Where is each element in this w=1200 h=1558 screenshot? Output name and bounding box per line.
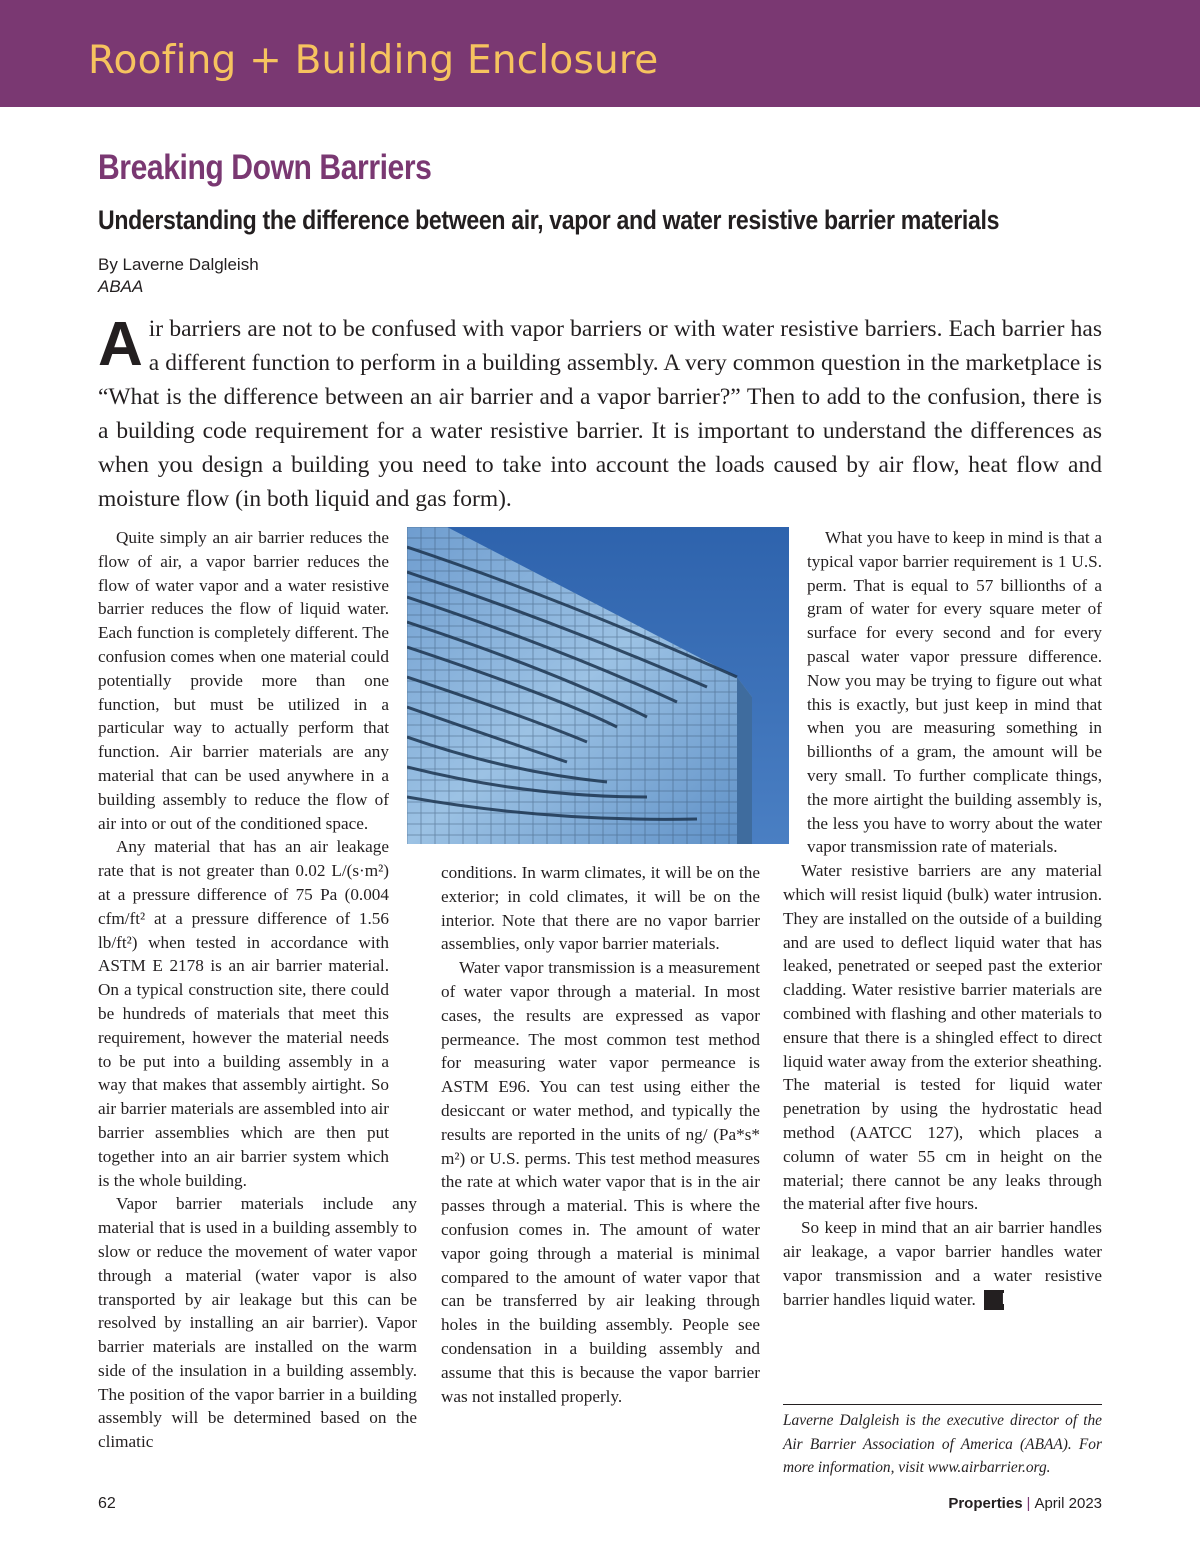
article-subtitle: Understanding the difference between air, vapor and water resistive barrier materials (98, 205, 1000, 235)
page-number: 62 (98, 1495, 116, 1512)
section-title: Roofing + Building Enclosure (88, 38, 659, 83)
issue-date: April 2023 (1034, 1495, 1102, 1512)
last-paragraph (783, 1216, 1102, 1311)
column-2 (441, 861, 760, 1408)
author-name: By Laverne Dalgleish (98, 255, 259, 274)
end-mark-icon: P (984, 1290, 1004, 1310)
paragraph: Water resistive barriers are any material which will resist liquid (bulk) water intrusion. They are installed on the outside of a building and are used to deflect liquid water that has leaked, penetrated or seeped past the exterior cladding. Water resistive barrier materials are combined with flashing and other materials to ensure that there is a shingled effect to direct liquid water away from the exterior sheathing. The material is tested for liquid water penetration by using the hydrostatic head method (AATCC 127), which places a column of water 55 cm in height on the material; there cannot be any leaks through the material after five hours. (783, 861, 1102, 1214)
paragraph: Vapor barrier materials include any material that is used in a building assembly to slow or reduce the movement of water vapor through a material (water vapor is also transported by air leakage but this can be resolved by installing an air barrier). Vapor barrier materials are installed on the warm side of the insulation in a building assembly. The position of the vapor barrier in a building assembly will be determined based on the climatic (98, 1194, 417, 1452)
author-organization: ABAA (98, 277, 144, 296)
paragraph: Water vapor transmission is a measurement of water vapor through a material. In most cases, the results are expressed as vapor permeance. The most common test method for measuring water vapor permeance is ASTM E96. You can test using either the desiccant or water method, and typically the results are reported in the units of ng/ (Pa*s* m²) or U.S. perms. This test method measures the rate at which water vapor that is in the air passes through a material. This is where the confusion comes in. The amount of water vapor going through a material is minimal compared to the amount of water vapor that can be transferred by air leaking through holes in the building assembly. People see condensation in a building assembly and assume that this is because the vapor barrier was not installed properly. (441, 958, 760, 1406)
author-bio: Laverne Dalgleish is the executive director of the Air Barrier Association of America (ABAA). For more information, visit www.airbarrier.org. (783, 1412, 1102, 1476)
bio-divider (783, 1404, 1102, 1405)
footer-publication (948, 1495, 1102, 1512)
lede-paragraph (98, 312, 1102, 516)
paragraph-text: So keep in mind that an air barrier handles air leakage, a vapor barrier handles water vapor transmission and a water resistive barrier handles liquid water. (783, 1218, 1102, 1309)
byline (98, 254, 259, 298)
lede-text: ir barriers are not to be confused with vapor barriers or with water resistive barriers. Each barrier has a different function to perform in a building assembly. A very common question in the marketplace is “What is the difference between an air barrier and a vapor barrier?” Then to add to the confusion, there is a building code requirement for a water resistive barrier. It is important to understand the differences as when you design a building you need to take into account the loads caused by air flow, heat flow and moisture flow (in both liquid and gas form). (98, 316, 1102, 512)
paragraph: Any material that has an air leakage rate that is not greater than 0.02 L/(s·m²) at a pressure difference of 75 Pa (0.004 cfm/ft² at a pressure difference of 1.56 lb/ft²) when tested in accordance with ASTM E 2178 is an air barrier material. On a typical construction site, there could be hundreds of materials that meet this requirement, however the material needs to be put into a building assembly in a way that makes that assembly airtight. So air barrier materials are assembled into air barrier assemblies which are then put together into an air barrier system which is the whole building. (98, 837, 389, 1190)
column-3 (783, 526, 1102, 1311)
section-header-band (0, 0, 1200, 107)
footer-separator: | (1026, 1495, 1031, 1512)
magazine-name: Properties (948, 1495, 1023, 1512)
building-photo (407, 527, 789, 844)
paragraph: What you have to keep in mind is that a typical vapor barrier requirement is 1 U.S. perm. That is equal to 57 billionths of a gram of water for every square meter of surface for every second and for every pascal water vapor pressure difference. Now you may be trying to figure out what this is exactly, but just keep in mind that when you are measuring something in billionths of a gram, the amount will be very small. To further complicate things, the more airtight the building assembly is, the less you have to worry about the water vapor transmission rate of materials. (807, 528, 1102, 857)
paragraph: conditions. In warm climates, it will be on the exterior; in cold climates, it will be on the interior. Note that there are no vapor barrier assemblies, only vapor barrier materials. (441, 863, 760, 954)
drop-cap: A (98, 310, 143, 379)
column-1 (98, 526, 417, 1454)
article-title: Breaking Down Barriers (98, 148, 432, 187)
paragraph: Quite simply an air barrier reduces the flow of air, a vapor barrier reduces the flow of water vapor and a water resistive barrier reduces the flow of liquid water. Each function is completely different. The confusion comes when one material could potentially provide more than one function, but must be utilized in a particular way to actually perform that function. Air barrier materials are any material that can be used anywhere in a building assembly to reduce the flow of air into or out of the conditioned space. (98, 528, 389, 833)
